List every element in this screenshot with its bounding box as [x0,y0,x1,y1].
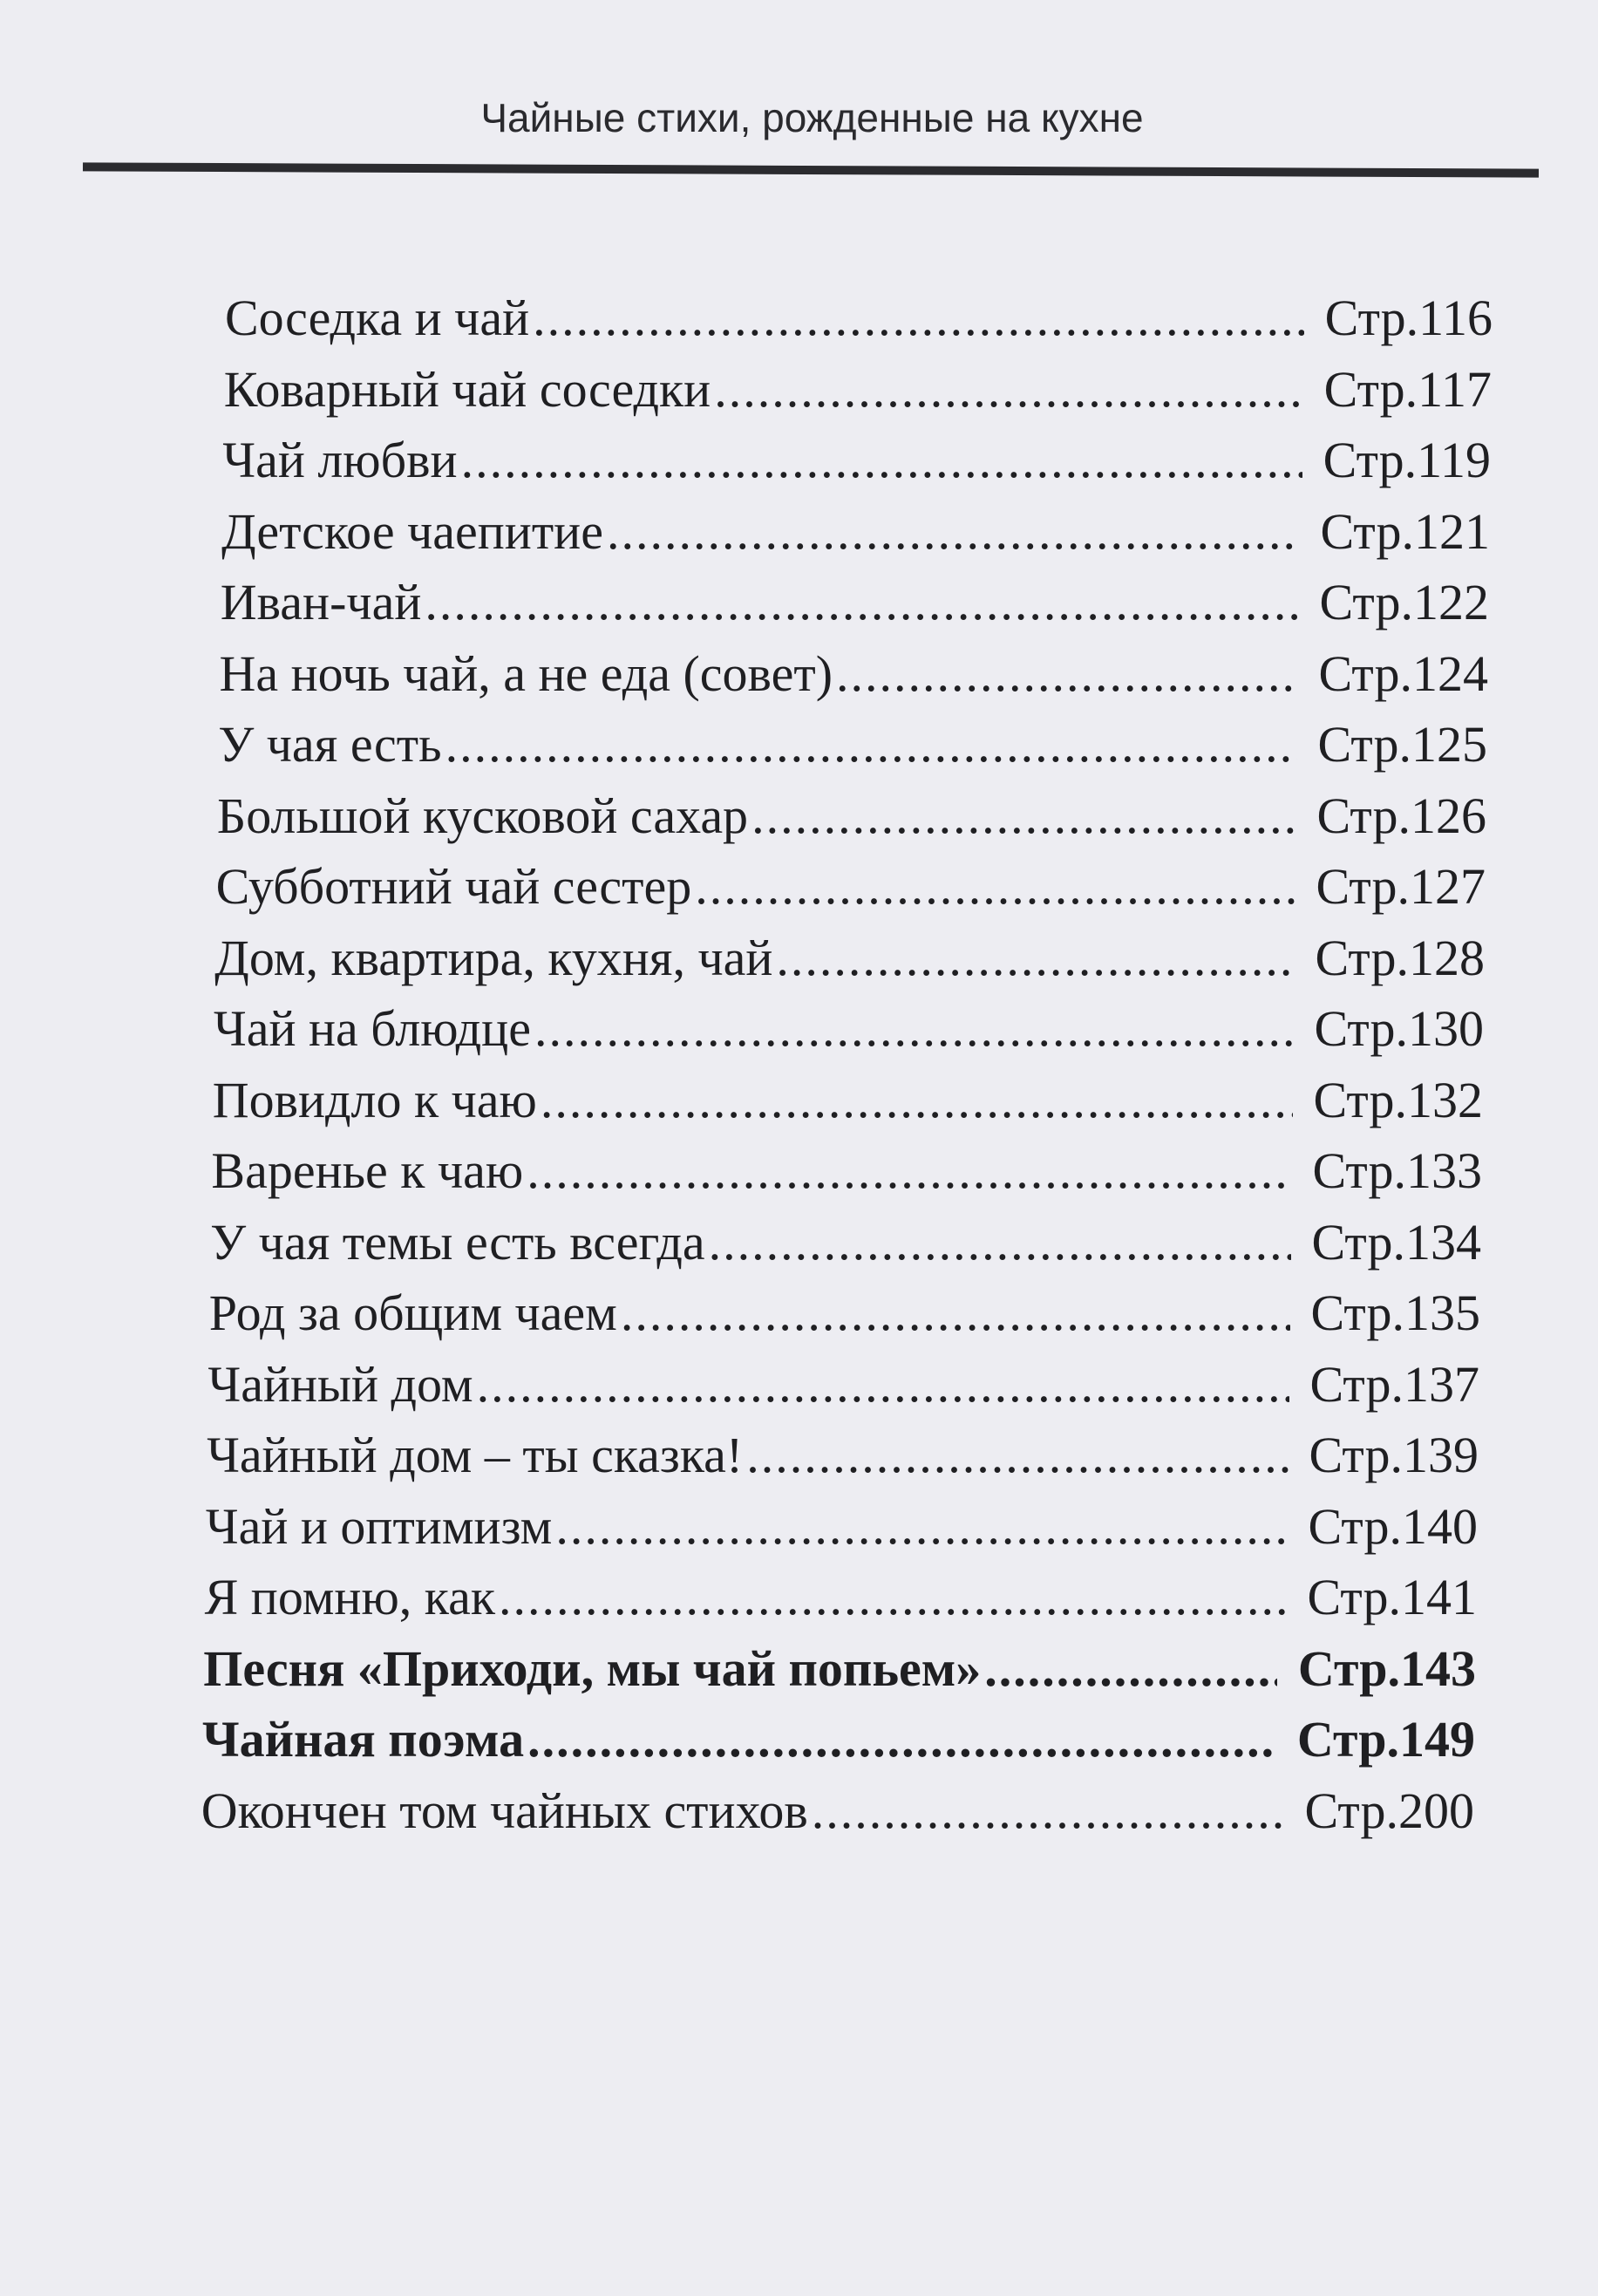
toc-entry-title: Чай и оптимизм [205,1497,553,1555]
toc-entry-title: Большой кусковой сахар [216,787,749,844]
toc-entry-title: Детское чаепитие [221,502,603,560]
toc-entry [224,359,1492,420]
toc-entry [203,1639,1476,1700]
toc-entry [201,1781,1474,1842]
toc-entry [222,430,1491,491]
toc-entry-title: Чайный дом [207,1355,473,1413]
toc-entry-page: Стр.149 [1296,1711,1475,1768]
toc-entry-title: Иван-чай [220,574,422,630]
toc-entry-title: Чайная поэма [202,1711,525,1768]
toc-entry [216,856,1486,917]
dot-leader [836,644,1298,705]
toc-entry-page: Стр.127 [1316,858,1486,915]
dot-leader [527,1141,1291,1202]
dot-leader [607,501,1300,562]
dot-leader [714,359,1302,420]
dot-leader [709,1212,1291,1273]
toc-entry [220,644,1489,705]
toc-entry [210,1212,1481,1273]
toc-entry [211,1141,1482,1202]
toc-entry [214,998,1484,1059]
toc-entry-title: Род за общим чаем [208,1284,617,1341]
toc-entry-page: Стр.143 [1297,1639,1476,1697]
toc-entry-page: Стр.122 [1319,574,1489,630]
toc-entry-page: Стр.124 [1318,644,1488,702]
dot-leader [695,856,1295,917]
toc-entry [217,786,1486,847]
toc-entry-page: Стр.132 [1313,1071,1483,1128]
toc-entry [214,928,1485,989]
dot-leader [746,1425,1288,1486]
toc-entry-title: Чай на блюдце [214,1000,531,1057]
toc-entry-title: Песня «Приходи, мы чай попьем» [203,1639,982,1697]
toc-entry-page: Стр.125 [1317,716,1487,773]
toc-entry-page: Стр.140 [1308,1497,1478,1555]
dot-leader [534,998,1294,1059]
toc-entry [218,714,1487,775]
toc-entry-page: Стр.117 [1323,360,1492,418]
toc-entry-title: Дом, квартира, кухня, чай [214,929,773,986]
toc-entry-title: У чая есть [218,716,442,773]
toc-entry-title: Чай любви [222,432,458,488]
toc-entry-page: Стр.128 [1315,929,1485,986]
dot-leader [812,1781,1284,1842]
dot-leader [461,430,1302,491]
dot-leader [527,1709,1276,1770]
toc-entry [208,1354,1480,1415]
toc-entry-page: Стр.137 [1309,1355,1479,1413]
toc-entry-title: Чайный дом – ты сказка! [207,1427,744,1483]
toc-entry [213,1070,1483,1131]
toc-entry-page: Стр.121 [1320,502,1490,560]
toc-entry-page: Стр.130 [1314,1000,1484,1057]
toc-entry-page: Стр.126 [1316,787,1486,844]
toc-entry-title: Я помню, как [204,1569,496,1625]
dot-leader [445,714,1297,775]
dot-leader [751,786,1295,847]
toc-entry-title: Окончен том чайных стихов [201,1782,808,1839]
toc-entry-page: Стр.141 [1307,1569,1477,1625]
toc-entry-title: Субботний чай сестер [215,858,692,915]
toc-entry-page: Стр.116 [1324,290,1493,346]
dot-leader [555,1496,1287,1557]
toc-entry-page: Стр.135 [1310,1284,1480,1341]
toc-entry-title: У чая темы есть всегда [210,1213,705,1271]
dot-leader [621,1283,1290,1344]
toc-entry-page: Стр.139 [1309,1427,1479,1483]
toc-entry-page: Стр.200 [1304,1782,1474,1839]
toc-entry [225,288,1493,349]
running-header: Чайные стихи, рожденные на кухне [480,95,1144,140]
dot-leader [499,1567,1286,1628]
toc-entry [207,1425,1479,1486]
toc-entry [221,572,1489,633]
dot-leader [533,288,1304,349]
dot-leader [425,572,1298,633]
toc-entry-title: Повидло к чаю [212,1071,537,1128]
toc-entry [202,1709,1475,1770]
header-rule [83,162,1539,177]
toc-entry [206,1496,1478,1557]
toc-entry-title: Варенье к чаю [211,1142,524,1199]
toc-entry-page: Стр.133 [1312,1142,1482,1199]
toc-entry-title: Коварный чай соседки [223,360,711,418]
dot-leader [477,1354,1289,1415]
dot-leader [984,1639,1277,1700]
toc-entry [205,1567,1477,1628]
dot-leader [541,1070,1293,1131]
toc-entry [209,1283,1480,1344]
toc-entry-title: Соседка и чай [225,290,530,346]
toc-entry-page: Стр.134 [1311,1213,1481,1271]
toc-entry-page: Стр.119 [1323,432,1491,488]
dot-leader [776,928,1294,989]
toc-entry-title: На ночь чай, а не еда (совет) [219,644,833,702]
toc-entry [221,501,1490,562]
